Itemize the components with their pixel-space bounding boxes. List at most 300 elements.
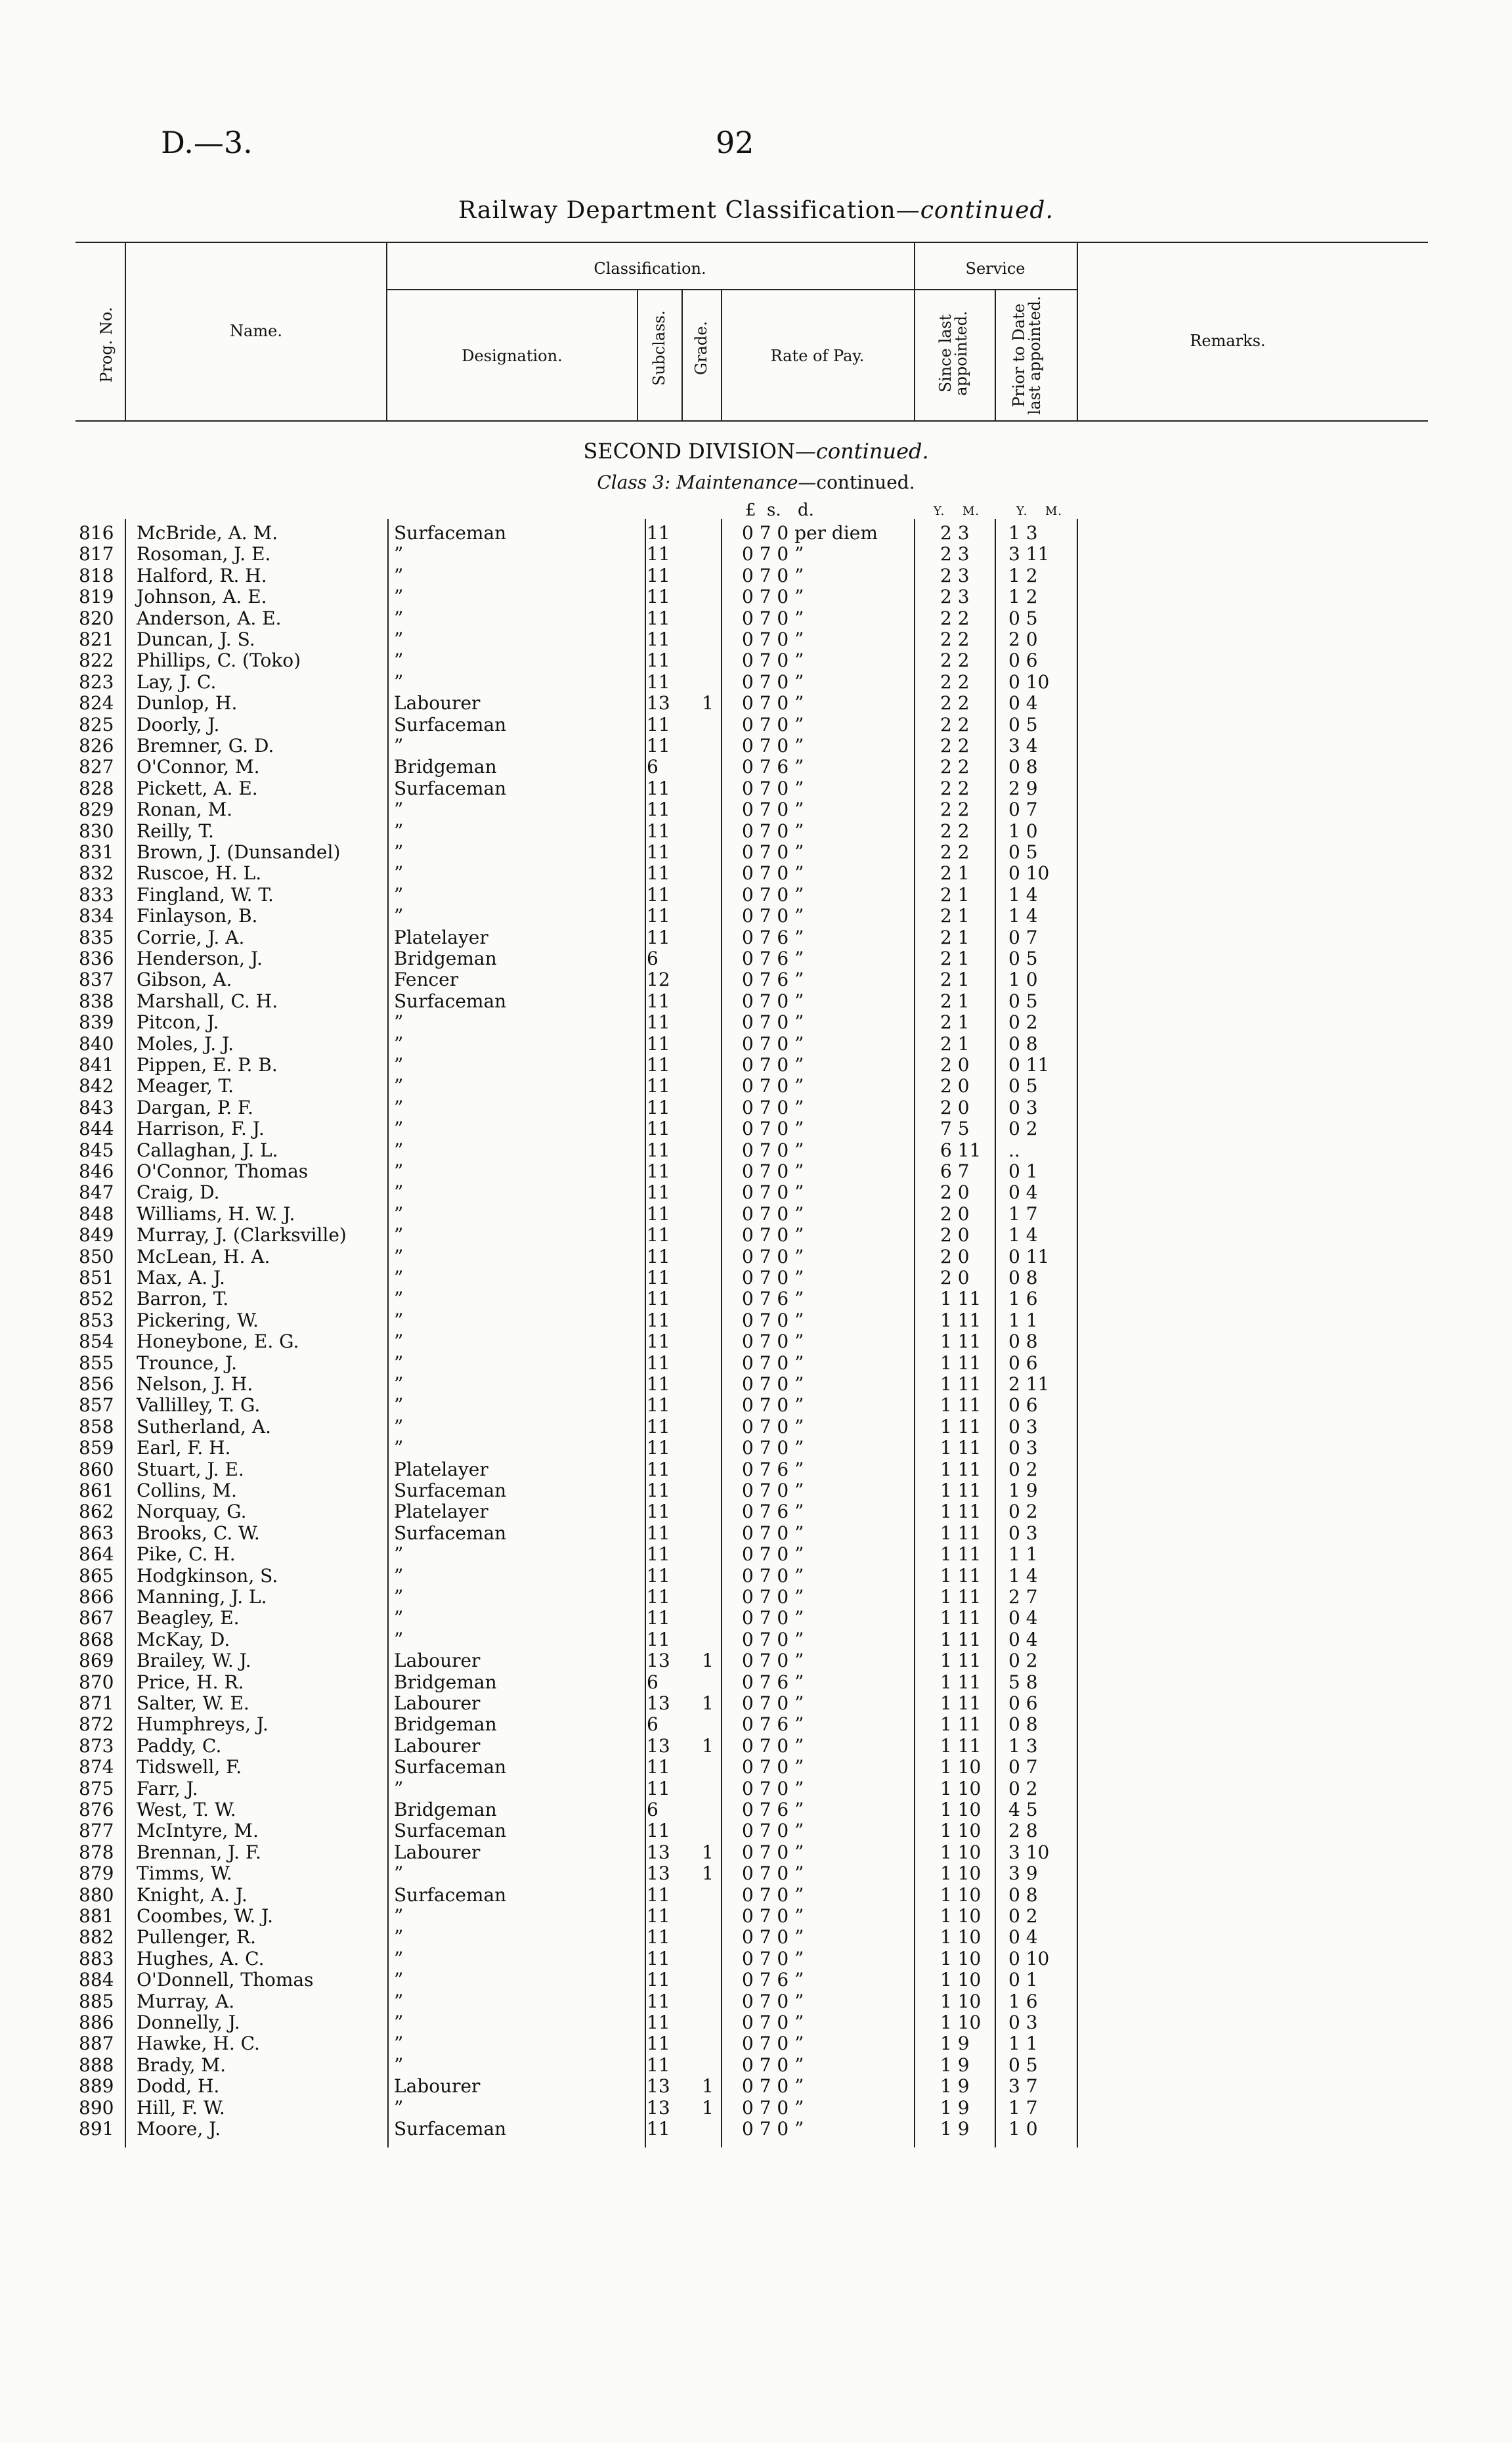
prog-number: 866 (79, 1586, 114, 1608)
prog-number: 883 (79, 1947, 114, 1970)
designation: ” (394, 1628, 404, 1650)
grade-header: Grade. (692, 320, 710, 376)
prior-to-date: 2 0 (1008, 628, 1038, 650)
subclass: 12 (647, 969, 670, 991)
since-last-appointed: 2 1 (940, 969, 970, 991)
prog-number: 832 (79, 862, 114, 885)
prior-to-date: 1 7 (1008, 1202, 1038, 1225)
prior-to-date: 0 5 (1008, 948, 1038, 969)
designation: ” (394, 1352, 404, 1374)
designation: ” (394, 1394, 404, 1417)
subclass: 13 (647, 1841, 670, 1863)
subclass: 11 (647, 1756, 670, 1778)
prior-to-date: 0 7 (1008, 926, 1038, 948)
designation: ” (394, 1415, 404, 1438)
designation: ” (394, 841, 404, 863)
staff-name: Reilly, T. (137, 820, 214, 842)
prior-to-date: 0 5 (1008, 2054, 1038, 2076)
prior-to-date: 0 3 (1008, 1522, 1038, 1544)
prog-number: 855 (79, 1352, 114, 1374)
since-last-appointed: 1 11 (940, 1522, 982, 1544)
prog-number: 873 (79, 1734, 114, 1757)
subclass: 11 (647, 799, 670, 821)
designation: Labourer (394, 1650, 481, 1672)
prog-number: 817 (79, 543, 114, 565)
unit-pounds: £ (745, 500, 756, 520)
table-row (0, 1267, 1512, 1288)
since-last-appointed: 1 10 (940, 1990, 982, 2012)
prior-to-date: 0 2 (1008, 1011, 1038, 1034)
rate-of-pay: 0 7 0 ” (742, 1096, 804, 1118)
subclass: 11 (647, 1309, 670, 1331)
subclass: 11 (647, 1969, 670, 1991)
since-last-appointed: 1 11 (940, 1480, 982, 1501)
prior-to-date: 0 5 (1008, 607, 1038, 629)
since-last-appointed: 1 9 (940, 2096, 970, 2119)
staff-name: Corrie, J. A. (137, 926, 245, 948)
designation: ” (394, 1862, 404, 1885)
rate-of-pay: 0 7 0 ” (742, 1947, 804, 1970)
prior-to-date: 1 7 (1008, 2096, 1038, 2119)
since-last-appointed: 2 1 (940, 948, 970, 969)
subclass: 11 (647, 1181, 670, 1204)
table-row (0, 757, 1512, 778)
designation: Bridgeman (394, 1671, 497, 1693)
subclass: 11 (647, 1160, 670, 1182)
table-row (0, 523, 1512, 544)
rate-of-pay: 0 7 0 ” (742, 905, 804, 927)
rate-of-pay: 0 7 0 ” (742, 1415, 804, 1438)
prog-number: 864 (79, 1543, 114, 1566)
rate-of-pay: 0 7 0 ” (742, 1905, 804, 1927)
subclass: 6 (647, 948, 659, 969)
designation: ” (394, 1202, 404, 1225)
table-row (0, 1757, 1512, 1778)
rate-of-pay: 0 7 6 ” (742, 1799, 804, 1820)
designation: Surfaceman (394, 1883, 507, 1906)
since-last-appointed: 2 1 (940, 1011, 970, 1034)
header-top-rule (76, 242, 1428, 243)
staff-name: Harrison, F. J. (137, 1118, 265, 1140)
designation: ” (394, 1564, 404, 1587)
prior-to-date: 1 0 (1008, 969, 1038, 991)
rate-of-pay: 0 7 0 ” (742, 1011, 804, 1034)
prog-number: 831 (79, 841, 114, 863)
rate-of-pay-header: Rate of Pay. (770, 347, 865, 365)
rate-of-pay: 0 7 0 ” (742, 883, 804, 906)
staff-name: Vallilley, T. G. (137, 1394, 261, 1417)
prog-number: 842 (79, 1075, 114, 1097)
prog-number: 826 (79, 735, 114, 757)
header-col-line (637, 289, 638, 420)
table-row (0, 1331, 1512, 1352)
table-row (0, 715, 1512, 736)
rate-of-pay: 0 7 0 ” (742, 607, 804, 629)
prog-number: 825 (79, 713, 114, 736)
prior-to-date: 1 2 (1008, 586, 1038, 608)
prior-to-date: 0 5 (1008, 713, 1038, 736)
since-last-appointed: 2 0 (940, 1245, 970, 1267)
rate-of-pay: 0 7 0 ” (742, 1692, 804, 1714)
header-bottom-rule (76, 420, 1428, 422)
prog-number: 862 (79, 1501, 114, 1523)
since-last-appointed: 2 0 (940, 1267, 970, 1288)
table-row (0, 1885, 1512, 1906)
designation: ” (394, 1586, 404, 1608)
table-row (0, 1501, 1512, 1522)
since-last-appointed: 1 11 (940, 1458, 982, 1480)
designation: Surfaceman (394, 990, 507, 1012)
rate-of-pay: 0 7 0 ” (742, 1926, 804, 1948)
prog-number: 824 (79, 692, 114, 715)
designation: ” (394, 1947, 404, 1970)
subclass: 11 (647, 1480, 670, 1501)
prior-to-date: 0 4 (1008, 1926, 1038, 1948)
table-row (0, 608, 1512, 629)
table-row (0, 672, 1512, 693)
subclass: 11 (647, 926, 670, 948)
subclass: 11 (647, 1543, 670, 1566)
prog-number: 874 (79, 1756, 114, 1778)
prior-to-date: 2 7 (1008, 1586, 1038, 1608)
subclass: 13 (647, 1734, 670, 1757)
rate-of-pay: 0 7 6 ” (742, 1671, 804, 1693)
grade: 1 (702, 1841, 714, 1863)
table-row (0, 565, 1512, 586)
rate-of-pay: 0 7 0 ” (742, 1373, 804, 1395)
table-row (0, 1288, 1512, 1310)
table-row (0, 842, 1512, 863)
since-last-appointed: 2 2 (940, 777, 970, 799)
prog-number: 837 (79, 969, 114, 991)
classification-header: Classification. (594, 259, 706, 278)
prog-number: 858 (79, 1415, 114, 1438)
table-row (0, 1736, 1512, 1757)
prior-to-date: 0 5 (1008, 841, 1038, 863)
since-last-appointed: 2 2 (940, 628, 970, 650)
prior-to-date: 1 3 (1008, 522, 1038, 544)
subclass: 11 (647, 607, 670, 629)
prior-to-date-header: Prior to Date last appointed. (1010, 296, 1044, 415)
subclass: 13 (647, 1862, 670, 1885)
table-row (0, 629, 1512, 650)
designation: Platelayer (394, 1458, 488, 1480)
prog-number: 857 (79, 1394, 114, 1417)
prior-to-date: 2 9 (1008, 777, 1038, 799)
designation: Bridgeman (394, 948, 497, 969)
designation: Labourer (394, 1841, 481, 1863)
prior-to-date: 1 1 (1008, 2033, 1038, 2055)
designation: Labourer (394, 2075, 481, 2098)
staff-name: Doorly, J. (137, 713, 220, 736)
since-last-appointed: 7 5 (940, 1118, 970, 1140)
subclass: 11 (647, 2012, 670, 2033)
prior-to-date: 1 4 (1008, 905, 1038, 927)
rate-of-pay: 0 7 0 ” (742, 1032, 804, 1055)
staff-name: Lay, J. C. (137, 671, 217, 693)
prog-number: 861 (79, 1480, 114, 1501)
table-row (0, 544, 1512, 565)
prog-number: 859 (79, 1437, 114, 1459)
prog-number: 829 (79, 799, 114, 821)
staff-name: Meager, T. (137, 1075, 234, 1097)
staff-name: Pike, C. H. (137, 1543, 236, 1566)
rate-of-pay: 0 7 0 ” (742, 649, 804, 672)
subclass: 11 (647, 1288, 670, 1310)
header-col-line (681, 289, 683, 420)
subclass: 11 (647, 990, 670, 1012)
since-last-appointed: 1 9 (940, 2054, 970, 2076)
prog-number: 839 (79, 1011, 114, 1034)
prior-to-date: 0 2 (1008, 1118, 1038, 1140)
since-last-appointed: 1 11 (940, 1650, 982, 1672)
staff-name: Murray, J. (Clarksville) (137, 1224, 347, 1246)
rate-of-pay: 0 7 0 ” (742, 1734, 804, 1757)
table-row (0, 1034, 1512, 1055)
rate-of-pay: 0 7 0 ” (742, 2096, 804, 2119)
prior-to-date: 0 11 (1008, 1054, 1050, 1076)
prior-to-date: 0 8 (1008, 1267, 1038, 1288)
designation: ” (394, 628, 404, 650)
designation: ” (394, 799, 404, 821)
title-suffix: continued. (920, 197, 1054, 224)
designation: Surfaceman (394, 522, 507, 544)
prog-number: 850 (79, 1245, 114, 1267)
table-row (0, 1948, 1512, 1970)
table-row (0, 693, 1512, 714)
designation: ” (394, 543, 404, 565)
rate-of-pay: 0 7 0 ” (742, 1586, 804, 1608)
prog-number: 846 (79, 1160, 114, 1182)
subclass: 6 (647, 1799, 659, 1820)
unit-pence: d. (798, 500, 814, 520)
header-col-line (1077, 242, 1078, 420)
since-last-appointed: 2 0 (940, 1202, 970, 1225)
subclass: 11 (647, 543, 670, 565)
rate-of-pay: 0 7 6 ” (742, 926, 804, 948)
subclass: 11 (647, 2118, 670, 2140)
since-last-appointed: 1 10 (940, 1969, 982, 1991)
subclass: 11 (647, 1564, 670, 1587)
subclass: 11 (647, 1394, 670, 1417)
rate-of-pay: 0 7 0 ” (742, 841, 804, 863)
table-row (0, 885, 1512, 906)
subclass: 11 (647, 1096, 670, 1118)
subclass: 11 (647, 777, 670, 799)
prog-number: 867 (79, 1607, 114, 1629)
rate-of-pay: 0 7 0 ” (742, 990, 804, 1012)
rate-of-pay: 0 7 0 ” (742, 628, 804, 650)
subclass: 11 (647, 1075, 670, 1097)
since-last-appointed: 1 11 (940, 1564, 982, 1587)
table-row (0, 1246, 1512, 1267)
grade: 1 (702, 1692, 714, 1714)
prior-to-date: 0 8 (1008, 1883, 1038, 1906)
prog-number: 888 (79, 2054, 114, 2076)
prog-number: 868 (79, 1628, 114, 1650)
table-row (0, 1799, 1512, 1820)
rate-of-pay: 0 7 0 ” (742, 1756, 804, 1778)
table-row (0, 586, 1512, 607)
prior-to-date: 0 7 (1008, 1756, 1038, 1778)
rate-of-pay: 0 7 0 ” (742, 1118, 804, 1140)
prog-number: 890 (79, 2096, 114, 2119)
designation: ” (394, 1926, 404, 1948)
subclass: 11 (647, 905, 670, 927)
prior-to-date: 0 6 (1008, 649, 1038, 672)
table-row (0, 1097, 1512, 1118)
designation: ” (394, 607, 404, 629)
table-row (0, 1608, 1512, 1629)
table-row (0, 1161, 1512, 1182)
prior-to-date: 0 4 (1008, 1628, 1038, 1650)
subclass: 6 (647, 1713, 659, 1736)
prog-number: 880 (79, 1883, 114, 1906)
since-last-appointed: 1 11 (940, 1501, 982, 1523)
staff-name: Henderson, J. (137, 948, 263, 969)
subclass: 11 (647, 1820, 670, 1842)
prog-number: 828 (79, 777, 114, 799)
grade: 1 (702, 2096, 714, 2119)
prog-number: 860 (79, 1458, 114, 1480)
prog-number: 819 (79, 586, 114, 608)
since-last-appointed: 1 10 (940, 1820, 982, 1842)
designation: Bridgeman (394, 1799, 497, 1820)
designation: ” (394, 2096, 404, 2119)
prog-number: 882 (79, 1926, 114, 1948)
rate-of-pay: 0 7 0 ” (742, 671, 804, 693)
prog-number: 876 (79, 1799, 114, 1820)
rate-of-pay: 0 7 0 ” (742, 1820, 804, 1842)
subclass: 11 (647, 1883, 670, 1906)
prog-number: 853 (79, 1309, 114, 1331)
staff-name: Paddy, C. (137, 1734, 222, 1757)
subclass: 13 (647, 2096, 670, 2119)
subclass: 11 (647, 1926, 670, 1948)
prog-number: 863 (79, 1522, 114, 1544)
subsection-suffix: continued. (816, 472, 915, 493)
prior-to-date: 0 2 (1008, 1777, 1038, 1799)
table-row (0, 1204, 1512, 1225)
since-last-appointed: 6 7 (940, 1160, 970, 1182)
designation: Surfaceman (394, 1820, 507, 1842)
prior-to-date: 0 3 (1008, 1415, 1038, 1438)
subclass: 13 (647, 1650, 670, 1672)
prog-number: 840 (79, 1032, 114, 1055)
since-last-appointed: 2 2 (940, 799, 970, 821)
table-row (0, 1353, 1512, 1374)
rate-of-pay: 0 7 0 ” (742, 862, 804, 885)
since-last-appointed: 1 10 (940, 1777, 982, 1799)
subclass: 11 (647, 649, 670, 672)
prior-to-date: 5 8 (1008, 1671, 1038, 1693)
prog-number: 841 (79, 1054, 114, 1076)
page-title (0, 197, 1512, 224)
table-row (0, 1906, 1512, 1927)
prior-to-date: 0 7 (1008, 799, 1038, 821)
designation: Surfaceman (394, 1522, 507, 1544)
designation: ” (394, 1011, 404, 1034)
staff-name: Price, H. R. (137, 1671, 244, 1693)
prior-to-date: 1 0 (1008, 820, 1038, 842)
subclass: 11 (647, 1777, 670, 1799)
prior-to-date: 0 11 (1008, 1245, 1050, 1267)
prog-number: 856 (79, 1373, 114, 1395)
designation: Labourer (394, 1692, 481, 1714)
designation: ” (394, 735, 404, 757)
staff-name: Stuart, J. E. (137, 1458, 244, 1480)
since-last-appointed: 1 11 (940, 1288, 982, 1310)
designation: Platelayer (394, 1501, 488, 1523)
rate-of-pay: 0 7 6 ” (742, 1501, 804, 1523)
prior-to-date: 0 3 (1008, 1096, 1038, 1118)
since-last-appointed: 1 11 (940, 1692, 982, 1714)
since-last-appointed: 1 11 (940, 1415, 982, 1438)
subclass: 11 (647, 1032, 670, 1055)
rate-of-pay: 0 7 0 ” (742, 777, 804, 799)
subclass: 11 (647, 1522, 670, 1544)
staff-name: Hawke, H. C. (137, 2033, 260, 2055)
rate-of-pay: 0 7 0 ” (742, 1309, 804, 1331)
designation: Surfaceman (394, 1480, 507, 1501)
unit-months: M. (962, 504, 980, 518)
designation: ” (394, 883, 404, 906)
staff-name: Hill, F. W. (137, 2096, 225, 2119)
designation: ” (394, 862, 404, 885)
rate-of-pay: 0 7 6 ” (742, 969, 804, 991)
subclass: 13 (647, 2075, 670, 2098)
staff-name: Donnelly, J. (137, 2012, 240, 2033)
rate-of-pay: 0 7 0 ” (742, 1777, 804, 1799)
rate-of-pay: 0 7 0 ” (742, 1628, 804, 1650)
since-last-appointed: 1 11 (940, 1607, 982, 1629)
subclass: 11 (647, 522, 670, 544)
subsection-prefix: Class 3: Maintenance— (597, 472, 817, 493)
prior-to-date: 0 5 (1008, 1075, 1038, 1097)
rate-of-pay: 0 7 0 ” (742, 543, 804, 565)
since-last-appointed: 1 11 (940, 1586, 982, 1608)
rate-of-pay: 0 7 0 ” (742, 1139, 804, 1161)
staff-name: Pullenger, R. (137, 1926, 256, 1948)
staff-name: Rosoman, J. E. (137, 543, 271, 565)
rate-of-pay: 0 7 0 ” (742, 735, 804, 757)
since-last-appointed: 6 11 (940, 1139, 982, 1161)
staff-name: Anderson, A. E. (137, 607, 282, 629)
prog-number: 884 (79, 1969, 114, 1991)
prog-number: 827 (79, 756, 114, 778)
subclass: 11 (647, 1628, 670, 1650)
title-main: Railway Department Classification— (458, 197, 920, 224)
prior-to-date: 0 1 (1008, 1969, 1038, 1991)
subclass: 11 (647, 1437, 670, 1459)
subclass: 11 (647, 2033, 670, 2055)
prior-to-date: 3 9 (1008, 1862, 1038, 1885)
subclass: 11 (647, 628, 670, 650)
subclass: 11 (647, 671, 670, 693)
staff-name: Earl, F. H. (137, 1437, 231, 1459)
rate-of-pay: 0 7 0 ” (742, 1543, 804, 1566)
since-last-appointed: 1 10 (940, 1905, 982, 1927)
staff-name: Manning, J. L. (137, 1586, 267, 1608)
rate-of-pay: 0 7 0 ” (742, 1883, 804, 1906)
staff-name: Ruscoe, H. L. (137, 862, 262, 885)
rate-of-pay: 0 7 0 ” (742, 1607, 804, 1629)
prog-number: 823 (79, 671, 114, 693)
since-last-appointed: 2 2 (940, 841, 970, 863)
table-row (0, 1629, 1512, 1650)
since-last-header: Since last appointed. (936, 311, 970, 396)
prog-number: 821 (79, 628, 114, 650)
